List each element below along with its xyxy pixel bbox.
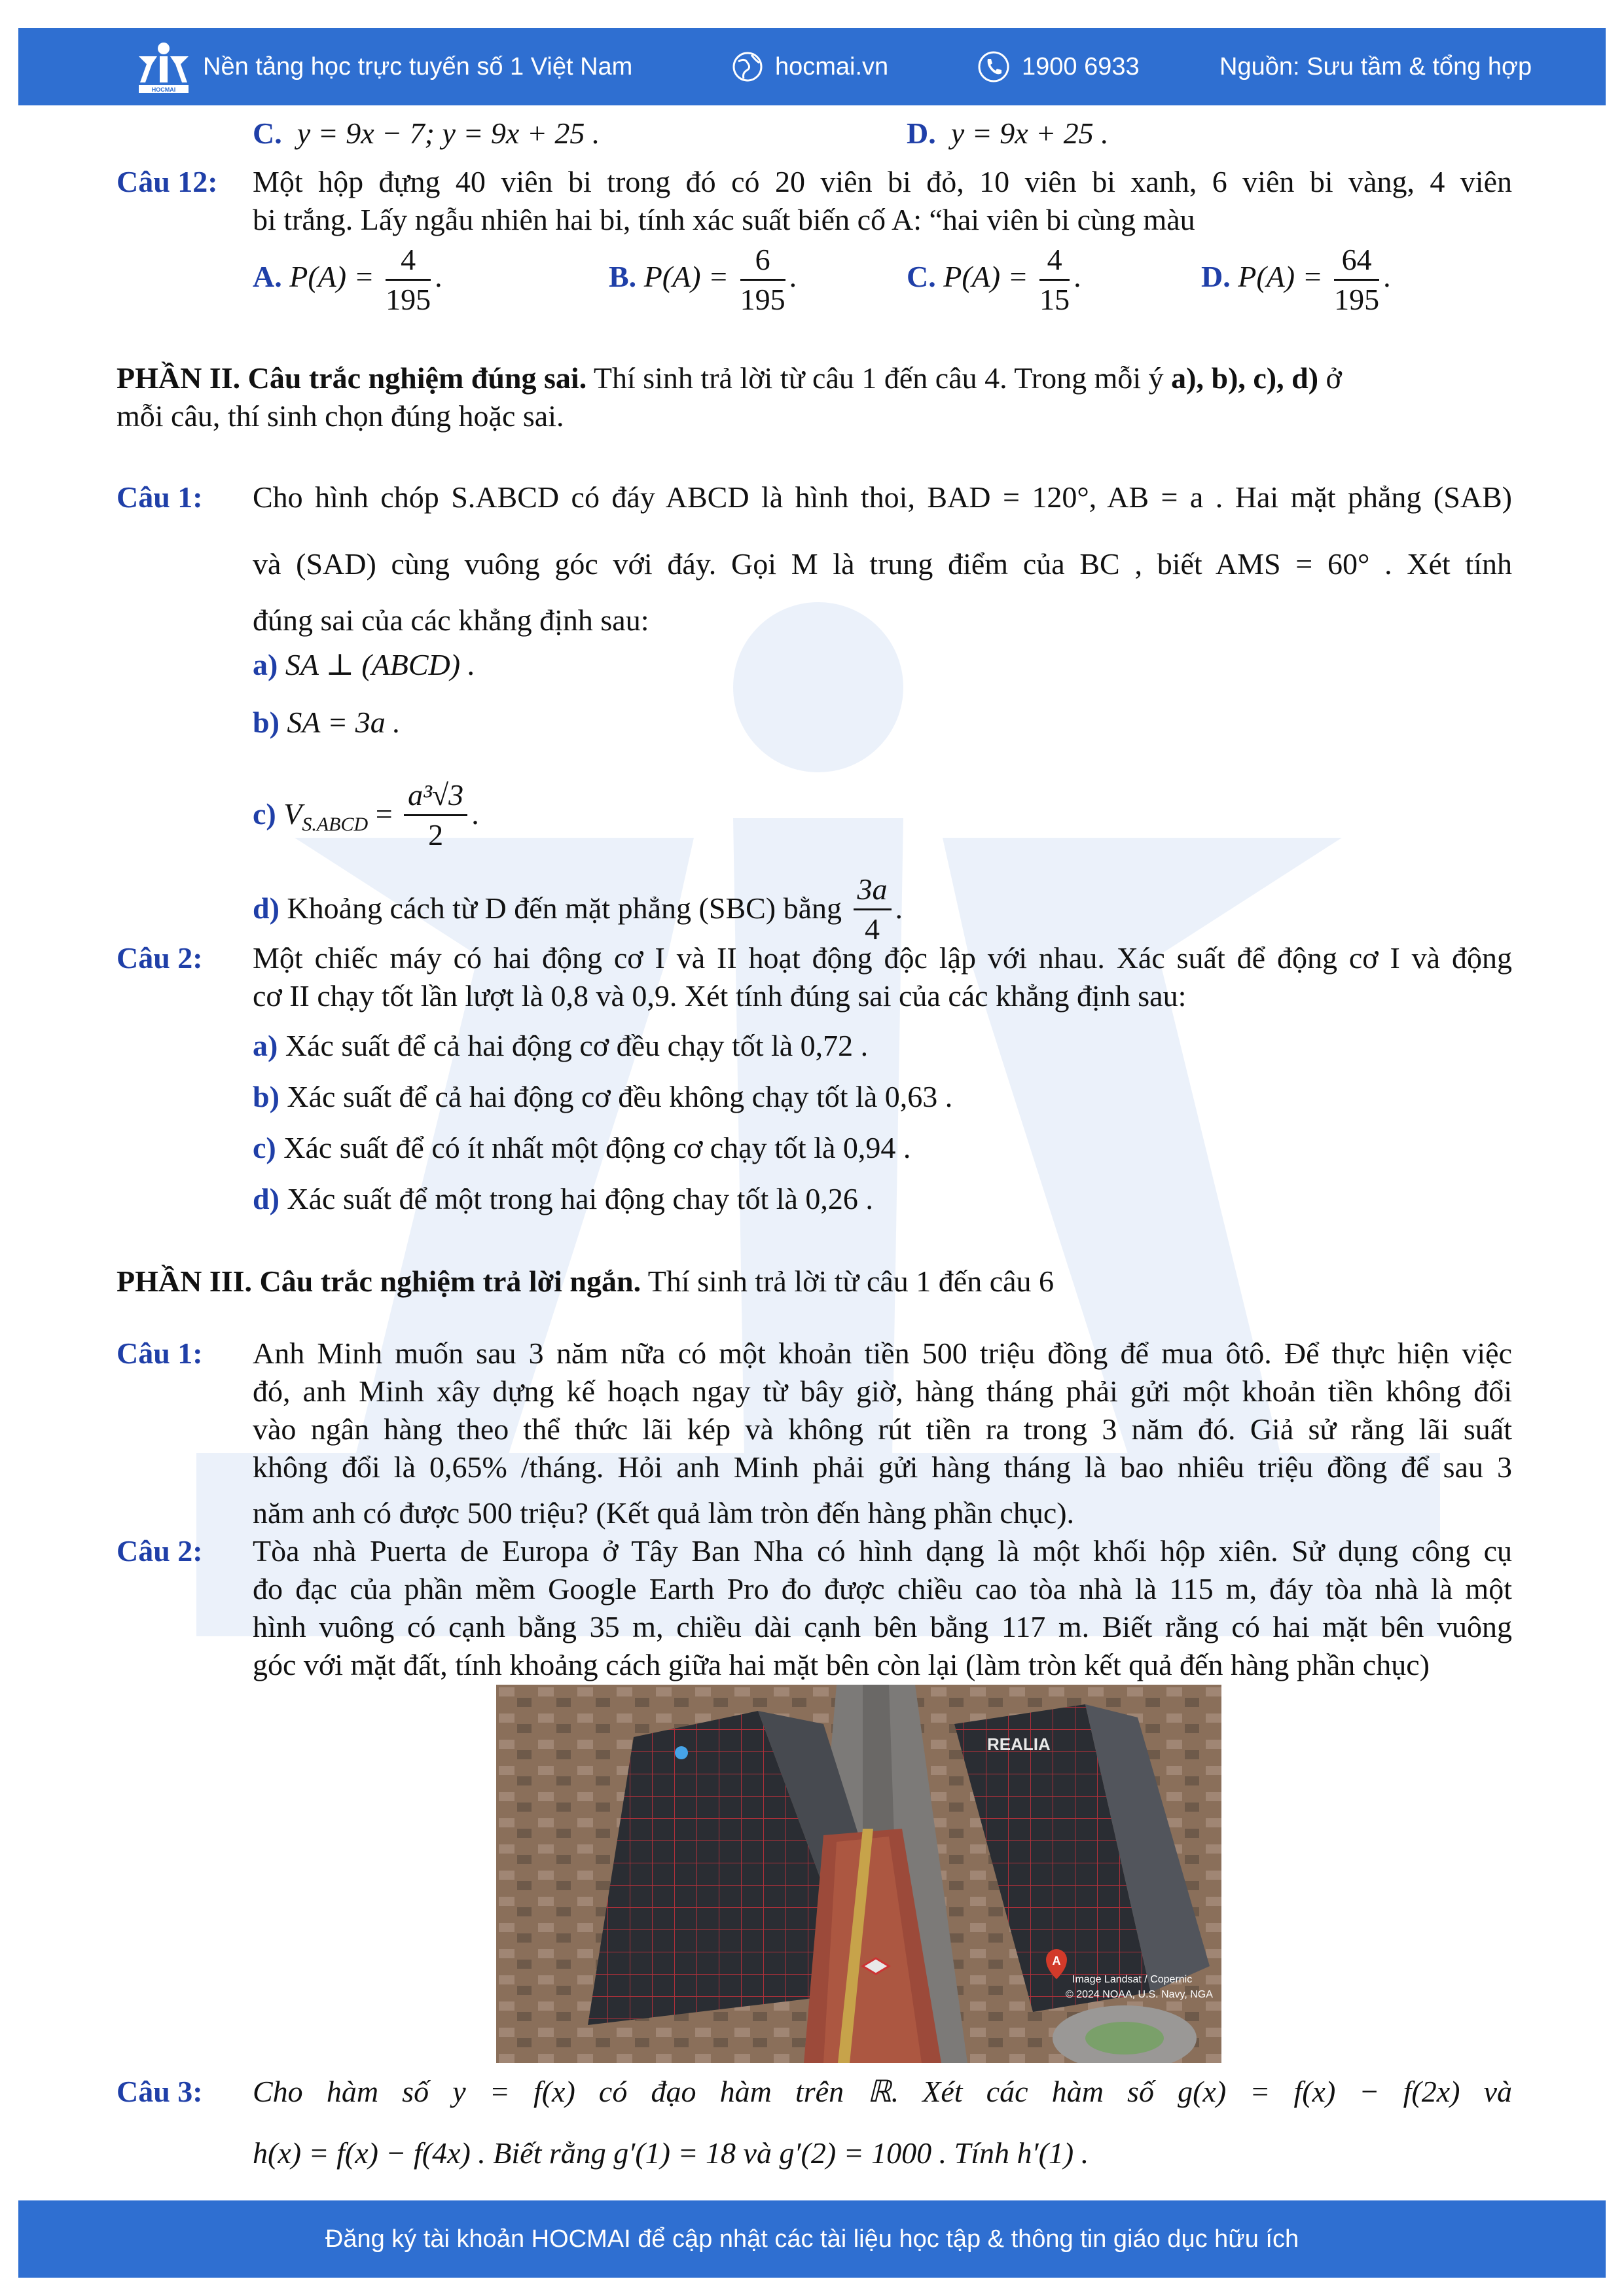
p2-q1-line2: và (SAD) cùng vuông góc với đáy. Gọi M là trung điểm của BC , biết AMS = 60° . Xét tính <box>253 547 1512 581</box>
q12-option-d: D. P(A) = $\frac{64}{195}$ . <box>1201 241 1391 319</box>
p3-q2-line3: hình vuông có cạnh bằng 35 m, chiều dài cạnh bên bằng 117 m. Biết rằng có hai mặt bên vuông <box>253 1610 1512 1643</box>
p2-q1-b: b) SA = 3a . <box>253 706 401 739</box>
p2-q1-line3: đúng sai của các khẳng định sau: <box>253 603 649 637</box>
image-credit-2: © 2024 NOAA, U.S. Navy, NGA <box>1066 1989 1213 2000</box>
p2-q2-a: a) Xác suất để cả hai động cơ đều chạy tốt là 0,72 . <box>253 1029 869 1062</box>
image-credit-1: Image Landsat / Copernic <box>1072 1974 1193 1985</box>
p3-q3-label: Câu 3: <box>117 2075 203 2108</box>
p2-q2-line2: cơ II chạy tốt lần lượt là 0,8 và 0,9. Xét tính đúng sai của các khẳng định sau: <box>253 979 1187 1013</box>
p3-q1-line2: đó, anh Minh xây dựng kế hoạch ngay từ bây giờ, hàng tháng phải gửi một khoản tiền không đổi <box>253 1374 1512 1408</box>
p3-q1-line1: Anh Minh muốn sau 3 năm nữa có một khoản tiền 500 triệu đồng để mua ôtô. Để thực hiện việc <box>253 1336 1512 1370</box>
footer-bar[interactable] <box>18 2200 1606 2278</box>
q12-option-a: A. P(A) = $\frac{4}{195}$ . <box>253 241 442 319</box>
phone-icon <box>977 50 1010 83</box>
part2-heading: PHẦN II. Câu trắc nghiệm đúng sai. Thí sinh trả lời từ câu 1 đến câu 4. Trong mỗi ý a), b), c), d) ở <box>117 361 1342 395</box>
q12-label: Câu 12: <box>117 165 218 198</box>
q11-option-d: D. y = 9x + 25 . <box>907 117 1109 150</box>
header-bar <box>18 28 1606 105</box>
p2-q1-label: Câu 1: <box>117 480 203 514</box>
logo-text: HOCMAI <box>151 86 176 93</box>
p2-q2-d: d) Xác suất để một trong hai động chay tốt là 0,26 . <box>253 1182 873 1215</box>
p3-q1-line4: không đổi là 0,65% /tháng. Hỏi anh Minh phải gửi hàng tháng là bao nhiêu triệu đồng để sau 3 <box>253 1450 1512 1484</box>
p3-q2-line2: đo đạc của phần mềm Google Earth Pro đo được chiều cao tòa nhà là 115 m, đáy tòa nhà là một <box>253 1572 1512 1605</box>
header-phone-link[interactable] <box>977 28 1140 105</box>
p3-q1-line3: vào ngân hàng theo thể thức lãi kép và không rút tiền ra trong 3 năm đó. Giả sử rằng lãi suất <box>253 1412 1512 1446</box>
p3-q1-line5: năm anh có được 500 triệu? (Kết quả làm tròn đến hàng phần chục). <box>253 1496 1075 1530</box>
p2-q1-c: c) $V_{S.ABCD}$ = $\frac{\text{a³√3}}{2}$ . <box>253 776 479 854</box>
p2-q1-line1: Cho hình chóp S.ABCD có đáy ABCD là hình thoi, BAD = 120°, AB = a . Hai mặt phẳng (SAB) <box>253 480 1512 514</box>
q12-option-c: C. P(A) = $\frac{4}{15}$ . <box>907 241 1081 319</box>
svg-text:A: A <box>1052 1954 1061 1967</box>
q12-option-b: B. P(A) = $\frac{6}{195}$ . <box>609 241 797 319</box>
p3-q2-line4: góc với mặt đất, tính khoảng cách giữa hai mặt bên còn lại (làm tròn kết quả đến hàng phần chục) <box>253 1648 1430 1681</box>
header-source-text: Nguồn: Sưu tầm & tổng hợp <box>1219 52 1532 81</box>
globe-icon <box>732 51 763 82</box>
q11-option-c: C. y = 9x − 7; y = 9x + 25 . <box>253 117 600 150</box>
p3-q3-line2: h(x) = f(x) − f(4x) . Biết rằng g′(1) = 18 và g′(2) = 1000 . Tính h′(1) . <box>253 2136 1089 2170</box>
p2-q1-a: a) SA ⊥ (ABCD) . <box>253 648 476 681</box>
p2-q2-b: b) Xác suất để cả hai động cơ đều không chạy tốt là 0,63 . <box>253 1080 953 1113</box>
p3-q2-line1: Tòa nhà Puerta de Europa ở Tây Ban Nha có hình dạng là một khối hộp xiên. Sử dụng công cụ <box>253 1534 1512 1568</box>
p2-q2-label: Câu 2: <box>117 941 203 975</box>
p2-q1-d: d) Khoảng cách từ D đến mặt phẳng (SBC) bằng $\frac{3a}{4}$ . <box>253 870 903 948</box>
p3-q1-label: Câu 1: <box>117 1336 203 1370</box>
header-phone: 1900 6933 <box>1022 52 1140 81</box>
header-website: hocmai.vn <box>775 52 889 81</box>
realia-sign: REALIA <box>987 1734 1051 1754</box>
q12-line1: Một hộp đựng 40 viên bi trong đó có 20 viên bi đỏ, 10 viên bi xanh, 6 viên bi vàng, 4 viên <box>253 165 1512 198</box>
hocmai-logo-icon <box>136 39 191 94</box>
puerta-de-europa-photo <box>496 1685 1221 2063</box>
header-website-link[interactable] <box>732 28 888 105</box>
footer-text: Đăng ký tài khoản HOCMAI để cập nhật các tài liệu học tập & thông tin giáo dục hữu ích <box>325 2225 1299 2253</box>
q12-line2: bi trắng. Lấy ngẫu nhiên hai bi, tính xác suất biến cố A: “hai viên bi cùng màu <box>253 203 1195 236</box>
header-slogan: Nền tảng học trực tuyến số 1 Việt Nam <box>203 52 633 81</box>
header-source <box>1219 28 1532 105</box>
p2-q2-line1: Một chiếc máy có hai động cơ I và II hoạt động độc lập với nhau. Xác suất để động cơ I và động <box>253 941 1512 975</box>
part2-intro-line2: mỗi câu, thí sinh chọn đúng hoặc sai. <box>117 399 564 433</box>
p2-q2-c: c) Xác suất để có ít nhất một động cơ chạy tốt là 0,94 . <box>253 1131 911 1164</box>
p3-q2-label: Câu 2: <box>117 1534 203 1568</box>
header-logo-slogan[interactable] <box>136 28 632 105</box>
placemark-icon <box>675 1746 688 1759</box>
p3-q3-line1: Cho hàm số y = f(x) có đạo hàm trên ℝ. Xét các hàm số g(x) = f(x) − f(2x) và <box>253 2075 1512 2108</box>
part3-heading: PHẦN III. Câu trắc nghiệm trả lời ngắn. Thí sinh trả lời từ câu 1 đến câu 6 <box>117 1265 1055 1298</box>
